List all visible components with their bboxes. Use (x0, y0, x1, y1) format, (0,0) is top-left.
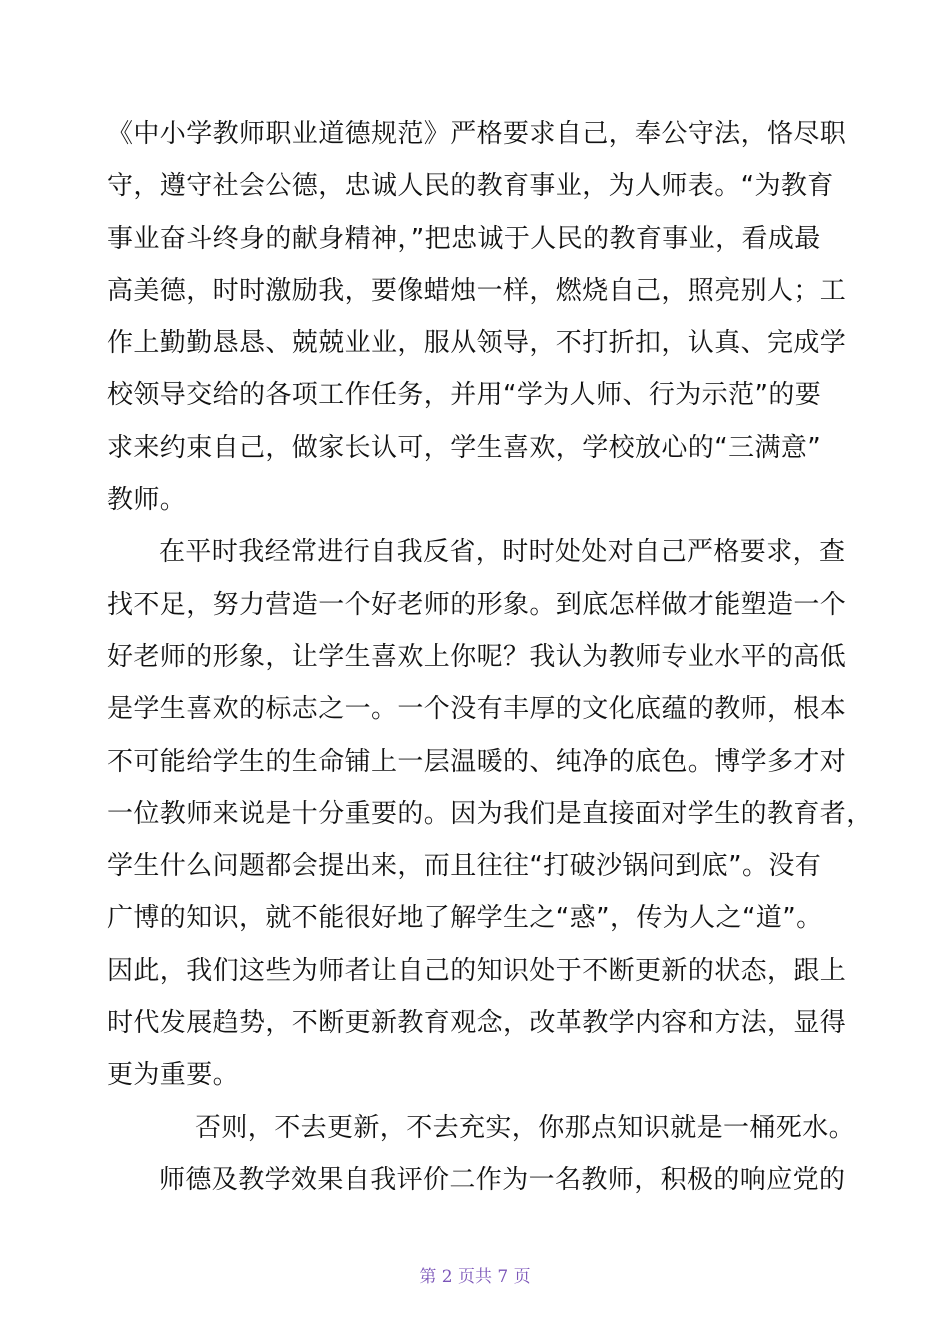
text-line: 守，遵守社会公德，忠诚人民的教育事业，为人师表。“为教育 (107, 171, 834, 202)
text-line: 广博的知识，就不能很好地了解学生之“惑”，传为人之“道”。 (107, 903, 823, 934)
text-line: 教师。 (107, 485, 187, 516)
text-line: 学生什么问题都会提出来，而且往往“打破沙锅问到底”。没有 (107, 851, 822, 882)
text-line: 作上勤勤恳恳、兢兢业业，服从领导，不打折扣，认真、完成学 (107, 328, 847, 359)
text-line: 找不足，努力营造一个好老师的形象。到底怎样做才能塑造一个 (107, 589, 847, 620)
text-line: 不可能给学生的生命铺上一层温暖的、纯净的底色。博学多才对 (107, 746, 847, 777)
text-line: 好老师的形象，让学生喜欢上你呢？我认为教师专业水平的高低 (107, 641, 847, 672)
text-line: 更为重要。 (107, 1060, 240, 1091)
text-line: 是学生喜欢的标志之一。一个没有丰厚的文化底蕴的教师，根本 (107, 694, 847, 725)
text-line: 时代发展趋势，不断更新教育观念，改革教学内容和方法，显得 (107, 1008, 847, 1039)
text-line: 《中小学教师职业道德规范》严格要求自己，奉公守法，恪尽职 (107, 119, 847, 149)
paragraph-start-line: 否则，不去更新，不去充实，你那点知识就是一桶死水。 (195, 1112, 856, 1143)
text-line: 一位教师来说是十分重要的。因为我们是直接面对学生的教育者， (107, 798, 873, 829)
page-number-footer: 第 2 页共 7 页 (419, 1267, 531, 1287)
paragraph-start-line: 师德及教学效果自我评价二作为一名教师，积极的响应党的 (159, 1164, 846, 1195)
body-text (107, 108, 873, 1206)
text-line: 高美德，时时激励我，要像蜡烛一样，燃烧自己，照亮别人；工 (107, 275, 847, 306)
text-line: 求来约束自己，做家长认可，学生喜欢，学校放心的“三满意” (107, 432, 822, 463)
text-line: 校领导交给的各项工作任务，并用“学为人师、行为示范”的要 (107, 380, 822, 411)
text-line: 因此，我们这些为师者让自己的知识处于不断更新的状态，跟上 (107, 955, 847, 986)
text-line: 事业奋斗终身的献身精神，”把忠诚于人民的教育事业，看成最 (107, 223, 821, 254)
paragraph-start-line: 在平时我经常进行自我反省，时时处处对自己严格要求，查 (159, 537, 846, 568)
